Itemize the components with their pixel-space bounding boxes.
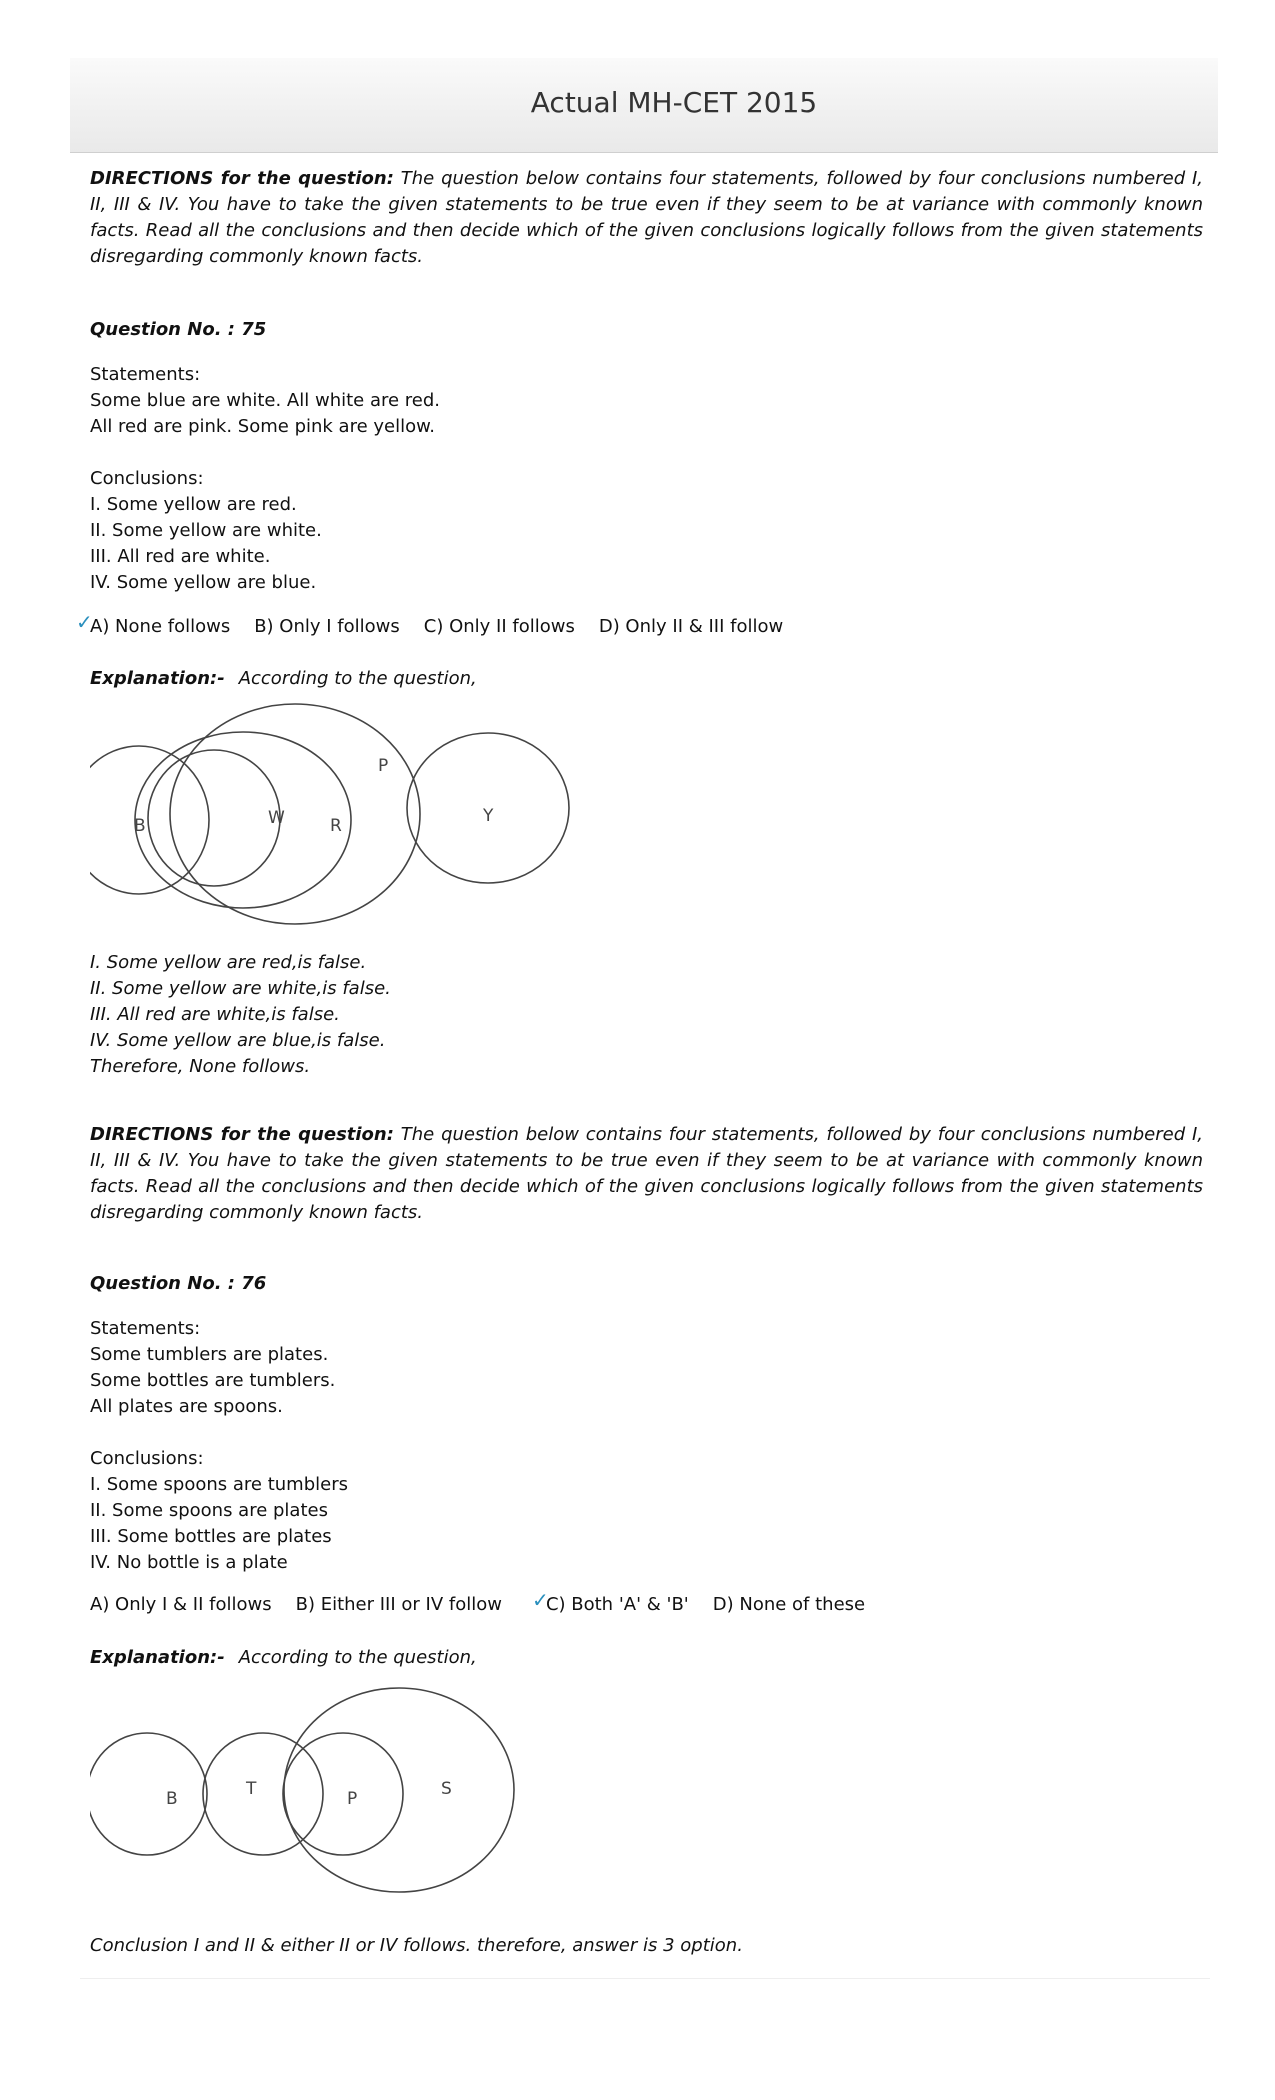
label-w: W: [268, 808, 285, 828]
option-label: C) Only II follows: [423, 616, 575, 637]
explanation-line: II. Some yellow are white,is false.: [90, 978, 391, 999]
option-b[interactable]: [296, 1594, 502, 1615]
explanation-label: Explanation:-: [90, 668, 225, 689]
option-label: A) Only I & II follows: [90, 1594, 272, 1615]
explanation-intro: According to the question,: [238, 1647, 477, 1668]
circle-spoons: [284, 1688, 514, 1892]
option-label: A) None follows: [90, 616, 231, 637]
explanation-q76: [90, 1647, 477, 1668]
explanation-line: Therefore, None follows.: [90, 1056, 311, 1077]
option-label: D) Only II & III follow: [598, 616, 784, 637]
option-a-correct[interactable]: [76, 610, 231, 637]
conclusion-line: III. All red are white.: [90, 546, 271, 567]
label-p: P: [347, 1789, 358, 1809]
option-label: D) None of these: [712, 1594, 866, 1615]
explanation-line: III. All red are white,is false.: [90, 1004, 340, 1025]
directions-text: The question below contains four statements, followed by four conclusions numbered I, II, III & IV. You have to take the given statements to be true even if they seem to be at variance with commonly known facts. Read all the conclusions and then decide which of the given conclusions logically follows from the given statements disregarding commonly known facts.: [90, 1124, 1203, 1223]
checkmark-icon: ✓: [76, 610, 93, 634]
statements-label: Statements:: [90, 1318, 201, 1339]
page-title: Actual MH-CET 2015: [530, 86, 818, 119]
label-r: R: [330, 816, 342, 836]
explanation-text-q75: [90, 950, 391, 1080]
option-d[interactable]: [599, 616, 783, 637]
footer-divider: [80, 1978, 1210, 1979]
conclusion-line: I. Some spoons are tumblers: [90, 1474, 348, 1495]
explanation-q75: [90, 668, 477, 689]
option-c[interactable]: [424, 616, 575, 637]
option-label: C) Both 'A' & 'B': [545, 1594, 689, 1615]
option-c-correct[interactable]: [531, 1588, 689, 1615]
circle-tumblers: [203, 1733, 323, 1855]
circle-bottles: [90, 1733, 207, 1855]
explanation-text-q76: [90, 1933, 743, 1959]
conclusion-line: II. Some spoons are plates: [90, 1500, 328, 1521]
circle-blue: [90, 746, 209, 894]
statements-q75: [90, 362, 440, 440]
label-t: T: [246, 1779, 257, 1799]
explanation-line: Conclusion I and II & either II or IV follows. therefore, answer is 3 option.: [90, 1935, 743, 1956]
circle-plates: [283, 1733, 403, 1855]
circle-red: [135, 732, 351, 908]
option-b[interactable]: [254, 616, 400, 637]
statement-line: All plates are spoons.: [90, 1396, 283, 1417]
directions-text: The question below contains four statements, followed by four conclusions numbered I, II, III & IV. You have to take the given statements to be true even if they seem to be at variance with commonly known facts. Read all the conclusions and then decide which of the given conclusions logically follows from the given statements disregarding commonly known facts.: [90, 168, 1203, 267]
explanation-line: I. Some yellow are red,is false.: [90, 952, 367, 973]
option-label: B) Either III or IV follow: [295, 1594, 502, 1615]
conclusion-line: IV. No bottle is a plate: [90, 1552, 288, 1573]
conclusion-line: II. Some yellow are white.: [90, 520, 322, 541]
question-number-76: Question No. : 76: [90, 1273, 267, 1294]
explanation-line: IV. Some yellow are blue,is false.: [90, 1030, 386, 1051]
explanation-intro: According to the question,: [238, 668, 477, 689]
option-label: B) Only I follows: [254, 616, 400, 637]
label-y: Y: [483, 806, 494, 826]
label-b: B: [134, 816, 146, 836]
statement-line: Some bottles are tumblers.: [90, 1370, 336, 1391]
statement-line: Some blue are white. All white are red.: [90, 390, 441, 411]
label-b: B: [166, 1789, 178, 1809]
conclusions-label: Conclusions:: [90, 1448, 204, 1469]
explanation-label: Explanation:-: [90, 1647, 225, 1668]
conclusion-line: IV. Some yellow are blue.: [90, 572, 317, 593]
statement-line: All red are pink. Some pink are yellow.: [90, 416, 435, 437]
option-d[interactable]: [713, 1594, 865, 1615]
directions-label: DIRECTIONS for the question:: [90, 1124, 394, 1145]
conclusions-q75: [90, 466, 322, 596]
checkmark-icon: ✓: [531, 1588, 549, 1612]
statements-label: Statements:: [90, 364, 201, 385]
directions-q76: [90, 1122, 1203, 1226]
statement-line: Some tumblers are plates.: [90, 1344, 329, 1365]
venn-diagram-q76: [90, 1680, 550, 1900]
page-header: [70, 58, 1218, 153]
directions-q75: [90, 166, 1203, 270]
conclusion-line: I. Some yellow are red.: [90, 494, 297, 515]
conclusions-label: Conclusions:: [90, 468, 204, 489]
conclusions-q76: [90, 1446, 348, 1576]
directions-label: DIRECTIONS for the question:: [90, 168, 394, 189]
options-q75: [76, 610, 807, 637]
conclusion-line: III. Some bottles are plates: [90, 1526, 332, 1547]
circle-white: [148, 750, 280, 886]
options-q76: [90, 1588, 889, 1615]
label-p: P: [378, 756, 389, 776]
statements-q76: [90, 1316, 335, 1420]
question-number-75: Question No. : 75: [90, 319, 267, 340]
venn-diagram-q75: [90, 695, 610, 935]
label-s: S: [441, 1779, 452, 1799]
option-a[interactable]: [90, 1594, 272, 1615]
